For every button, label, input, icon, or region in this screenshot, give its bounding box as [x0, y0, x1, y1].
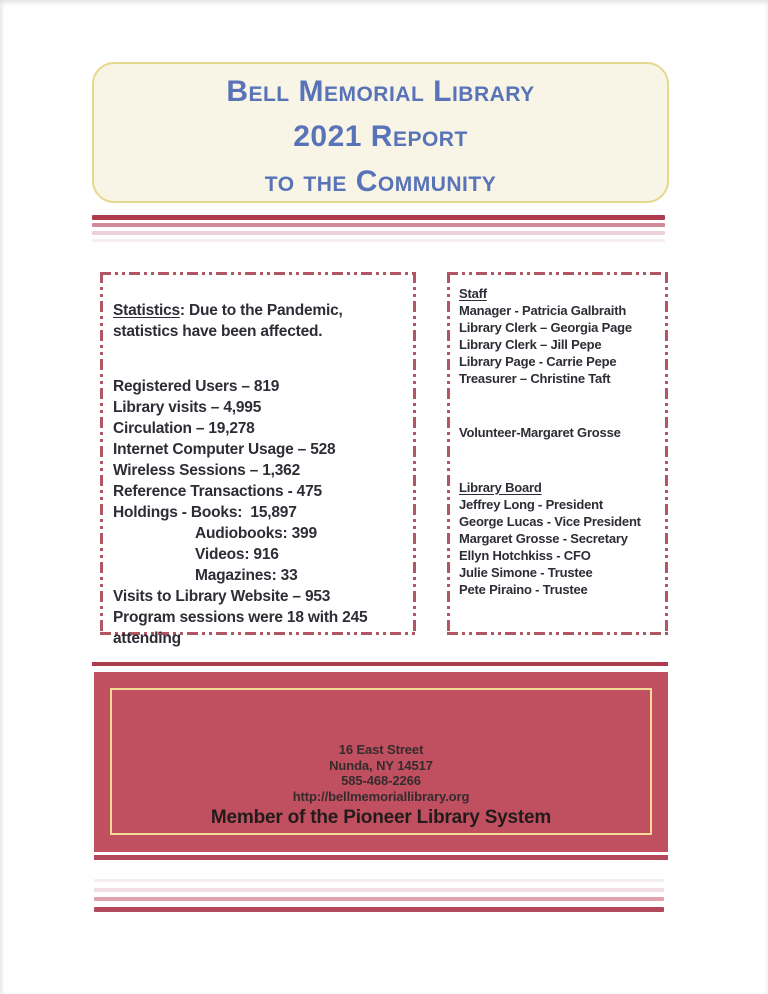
statistics-intro-text: : Due to the Pandemic, statistics have been affected.: [113, 302, 347, 340]
page-title-line-3: to the Community: [264, 165, 497, 198]
staff-member: Library Page - Carrie Pepe: [459, 354, 617, 369]
board-member: Margaret Grosse - Secretary: [459, 531, 628, 546]
stat-line: Videos: 916: [195, 546, 279, 563]
address-block: [94, 742, 668, 830]
stat-line: Magazines: 33: [195, 567, 298, 584]
stripe: [94, 855, 668, 860]
stat-line: Library visits – 4,995: [113, 399, 262, 416]
stripe: [94, 888, 664, 892]
spacer: [113, 342, 404, 376]
bottom-stripe-group: [94, 879, 664, 912]
stat-line: Registered Users – 819: [113, 378, 280, 395]
stripe: [94, 897, 664, 901]
volunteer-line: Volunteer-Margaret Grosse: [459, 425, 621, 440]
staff-heading: Staff: [459, 286, 487, 301]
address-street: 16 East Street: [338, 742, 424, 757]
stat-line: Program sessions were 18 with 245 attending: [113, 609, 372, 647]
board-member: Pete Piraino - Trustee: [459, 582, 588, 597]
staff-member: Library Clerk – Jill Pepe: [459, 337, 602, 352]
statistics-intro: [113, 300, 404, 342]
statistics-box: [100, 272, 416, 647]
stripe: [92, 231, 665, 235]
board-member: Jeffrey Long - President: [459, 497, 604, 512]
stripe: [92, 215, 665, 220]
stripe: [92, 239, 665, 242]
title-box: [92, 62, 669, 203]
stat-line: Circulation – 19,278: [113, 420, 255, 437]
staff-board-box: [447, 272, 668, 635]
stat-line: Internet Computer Usage – 528: [113, 441, 336, 458]
website-url: http://bellmemoriallibrary.org: [292, 788, 470, 804]
statistics-heading: Statistics: [113, 302, 180, 319]
stripe: [94, 879, 664, 882]
staff-member: Manager - Patricia Galbraith: [459, 303, 627, 318]
stripe: [94, 907, 664, 912]
stat-line: Holdings - Books: 15,897: [113, 504, 297, 521]
staff-member: Treasurer – Christine Taft: [459, 371, 611, 386]
board-member: Ellyn Hotchkiss - CFO: [459, 548, 591, 563]
stripe: [92, 662, 668, 666]
stat-line: Wireless Sessions – 1,362: [113, 462, 301, 479]
page-title-line-2: 2021 Report: [293, 120, 468, 153]
board-heading: Library Board: [459, 480, 542, 495]
board-member: George Lucas - Vice President: [459, 514, 641, 529]
board-member: Julie Simone - Trustee: [459, 565, 593, 580]
address-city: Nunda, NY 14517: [329, 757, 433, 773]
staff-member: Library Clerk – Georgia Page: [459, 320, 632, 335]
spacer: [459, 441, 660, 479]
phone-number: 585-468-2266: [341, 773, 421, 788]
stripe: [92, 223, 665, 227]
top-stripe-group: [92, 215, 665, 242]
address-box: [94, 672, 668, 852]
spacer: [459, 387, 660, 424]
stat-line: Reference Transactions - 475: [113, 483, 322, 500]
membership-line: Member of the Pioneer Library System: [210, 807, 552, 828]
stat-line: Audiobooks: 399: [195, 525, 317, 542]
stat-line: Visits to Library Website – 953: [113, 588, 331, 605]
page-title-line-1: Bell Memorial Library: [226, 75, 535, 108]
